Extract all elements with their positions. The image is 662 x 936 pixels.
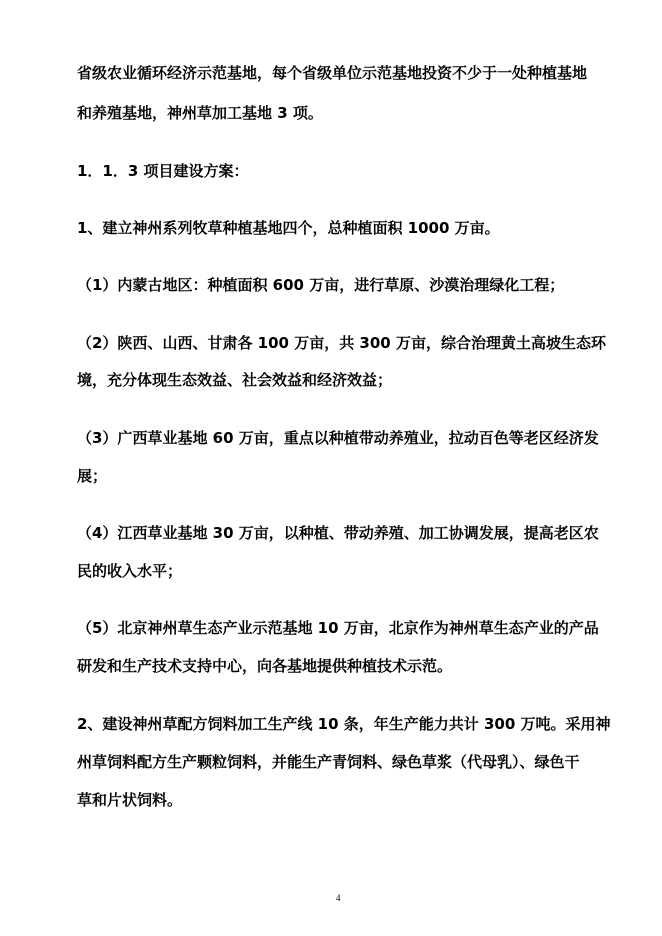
subitem-5-line-1: （5）北京神州草生态产业示范基地 10 万亩，北京作为神州草生态产业的产品 [77, 619, 599, 637]
page-number: 4 [336, 893, 341, 903]
subitem-4-line-1: （4）江西草业基地 30 万亩，以种植、带动养殖、加工协调发展，提高老区农 [77, 524, 599, 542]
section-heading: 1．1．3 项目建设方案： [77, 162, 249, 180]
text-line-2: 和养殖基地，神州草加工基地 3 项。 [77, 104, 323, 122]
subitem-4-line-2: 民的收入水平； [77, 562, 183, 580]
text-line-1: 省级农业循环经济示范基地，每个省级单位示范基地投资不少于一处种植基地 [77, 64, 588, 82]
subitem-2-line-2: 境，充分体现生态效益、社会效益和经济效益； [77, 371, 393, 389]
item-2-line-2: 州草饲料配方生产颗粒饲料，并能生产青饲料、绿色草浆（代母乳）、绿色干 [77, 753, 580, 771]
subitem-5-line-2: 研发和生产技术支持中心，向各基地提供种植技术示范。 [77, 657, 453, 675]
item-1-heading: 1、建立神州系列牧草种植基地四个，总种植面积 1000 万亩。 [77, 219, 500, 237]
item-2-line-1: 2、建设神州草配方饲料加工生产线 10 条，年生产能力共计 300 万吨。采用神 [77, 715, 611, 733]
subitem-1: （1）内蒙古地区：种植面积 600 万亩，进行草原、沙漠治理绿化工程； [77, 276, 565, 294]
subitem-3-line-2: 展； [77, 467, 108, 485]
item-2-line-3: 草和片状饲料。 [77, 791, 183, 809]
subitem-3-line-1: （3）广西草业基地 60 万亩，重点以种植带动养殖业，拉动百色等老区经济发 [77, 429, 599, 447]
subitem-2-line-1: （2）陕西、山西、甘肃各 100 万亩，共 300 万亩，综合治理黄土高坡生态环 [77, 334, 606, 352]
